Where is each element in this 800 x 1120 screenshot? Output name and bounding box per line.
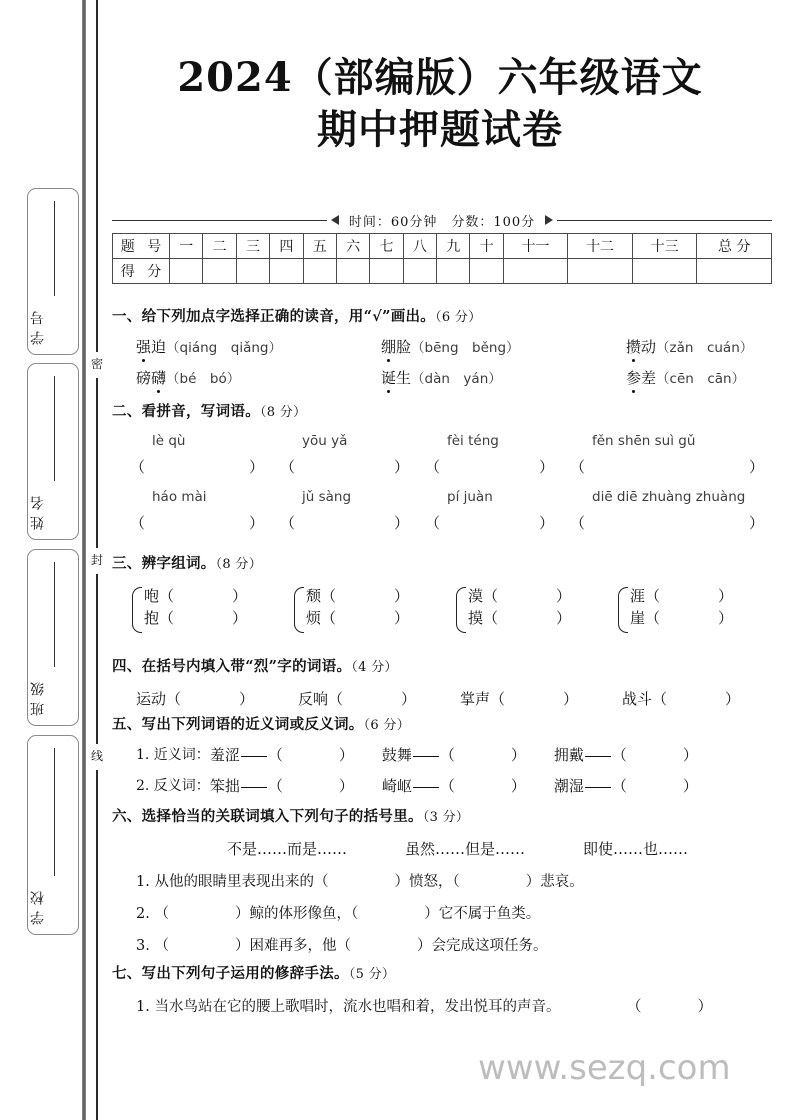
- section-rhetoric-title: 七、写出下列句子运用的修辞手法。（5 分）: [112, 965, 396, 982]
- pinyin-choice-item[interactable]: [136, 367, 381, 388]
- score-table-col-header: 三: [236, 234, 269, 259]
- pinyin-choice-item[interactable]: [136, 336, 381, 357]
- section-char-pairs: [112, 552, 784, 629]
- dash-connector: [585, 787, 611, 788]
- triangle-right-icon: [545, 215, 553, 225]
- answer-blank[interactable]: （ ）: [425, 514, 555, 532]
- section-lie-words-points: （4 分）: [351, 660, 398, 675]
- seal-char-xian: 线: [88, 747, 106, 765]
- pinyin-choice-row: [112, 367, 784, 388]
- info-box-school-label: 学校: [30, 885, 46, 925]
- score-table-score-cell[interactable]: [697, 259, 772, 284]
- answer-blank[interactable]: （ ）: [267, 746, 354, 764]
- conjunction-sentence: [112, 870, 784, 891]
- section-write-words: [112, 400, 784, 533]
- answer-blank[interactable]: （ ）: [490, 690, 579, 708]
- score-table-col-header: 十: [470, 234, 503, 259]
- info-box-student-id[interactable]: [27, 188, 79, 355]
- page-title-line1: 2024（部编版）六年级语文: [177, 54, 703, 101]
- write-words-answer-cell[interactable]: [425, 512, 570, 533]
- info-box-class[interactable]: [27, 549, 79, 726]
- info-box-student-id-label: 学号: [30, 305, 46, 345]
- char-pair-item[interactable]: 崖（ ）: [630, 609, 734, 627]
- section-write-words-title: 二、看拼音，写词语。（8 分）: [112, 403, 307, 420]
- synonym-antonym-item[interactable]: 鼓舞 （ ）: [381, 746, 526, 764]
- triangle-left-icon: [331, 215, 339, 225]
- conjunction-sentence: [112, 902, 784, 923]
- score-table: [112, 233, 772, 284]
- write-words-answer-cell[interactable]: [130, 512, 280, 533]
- section-rhetoric: [112, 962, 784, 1016]
- answer-blank[interactable]: （ ）: [652, 690, 741, 708]
- seal-char-feng: 封: [88, 551, 106, 569]
- answer-blank[interactable]: （ ）: [626, 997, 713, 1015]
- synonym-antonym-label: 2. 反义词：: [136, 778, 210, 794]
- score-table-col-header: 五: [303, 234, 336, 259]
- lie-word-item[interactable]: 掌声（ ）: [460, 690, 579, 708]
- write-words-answer-cell[interactable]: [425, 456, 570, 477]
- char-pairs-row: [112, 585, 784, 629]
- pinyin-choice-row: [112, 336, 784, 357]
- answer-blank[interactable]: （ ）: [159, 609, 248, 627]
- curly-brace-icon: [294, 587, 304, 633]
- conjunction-choice[interactable]: 虽然……但是……: [405, 840, 526, 858]
- score-table-col-header: 十一: [503, 234, 568, 259]
- answer-blank[interactable]: （ ）: [611, 746, 698, 764]
- write-words-pinyin-row: [112, 433, 784, 452]
- answer-blank[interactable]: （ ）: [439, 746, 526, 764]
- exam-meta: [112, 210, 772, 230]
- score-table-col-header: 六: [336, 234, 369, 259]
- score-table-score-cell[interactable]: [403, 259, 436, 284]
- pinyin-choice-word: 诞生: [381, 369, 412, 387]
- pinyin-choice-options[interactable]: （bēng běng）: [411, 340, 520, 356]
- rhetoric-sentence-text: 当水鸟站在它的腰上歌唱时，流水也唱和着，发出悦耳的声音。: [154, 999, 561, 1015]
- score-table-score-cell[interactable]: [170, 259, 203, 284]
- write-words-answer-cell[interactable]: [570, 512, 780, 533]
- dash-connector: [585, 756, 611, 757]
- score-table-col-header: 十三: [632, 234, 697, 259]
- score-table-col-header: 七: [370, 234, 403, 259]
- seal-line-thick: [82, 0, 86, 1120]
- write-words-answer-cell[interactable]: [130, 456, 280, 477]
- synonym-antonym-row: [112, 744, 784, 765]
- pinyin-choice-item[interactable]: [626, 336, 800, 357]
- synonym-antonym-label: 1. 近义词：: [136, 747, 210, 763]
- score-table-col-header: 总 分: [697, 234, 772, 259]
- answer-blank[interactable]: （ ）: [130, 458, 265, 476]
- sentence-part-c: ）它不属于鱼类。: [424, 906, 541, 922]
- char-pair-item[interactable]: 漠（ ）: [468, 587, 572, 605]
- sentence-part-a: 从他的眼睛里表现出来的（: [154, 874, 329, 890]
- pinyin-choice-item[interactable]: [381, 367, 626, 388]
- char-pair-group: [456, 585, 618, 629]
- score-table-score-cell[interactable]: [203, 259, 236, 284]
- meta-rule-right: [557, 220, 772, 221]
- sentence-part-a: （: [154, 938, 169, 954]
- answer-blank[interactable]: （ ）: [321, 609, 410, 627]
- section-synonym-antonym-points: （6 分）: [363, 718, 411, 733]
- sentence-part-b: ）鲸的体形像鱼，（: [234, 906, 359, 922]
- char-pair-item[interactable]: 摸（ ）: [468, 609, 572, 627]
- synonym-antonym-item[interactable]: 笨拙 （ ）: [209, 777, 354, 795]
- info-box-school[interactable]: [27, 735, 79, 935]
- write-words-pinyin: háo mài: [152, 489, 207, 505]
- score-table-row: [113, 234, 772, 259]
- synonym-antonym-item[interactable]: 羞涩 （ ）: [209, 746, 354, 764]
- answer-blank[interactable]: （ ）: [425, 458, 555, 476]
- char-pair-group: [294, 585, 456, 629]
- score-table-score-cell[interactable]: [370, 259, 403, 284]
- pinyin-choice-options[interactable]: （cēn cān）: [656, 371, 746, 387]
- page-title-line2: 期中押题试卷: [317, 106, 563, 153]
- section-conjunctions-points: （3 分）: [422, 810, 470, 825]
- answer-blank[interactable]: （ ）: [321, 587, 410, 605]
- section-conjunctions: [112, 805, 784, 955]
- answer-blank[interactable]: （ ）: [280, 458, 410, 476]
- answer-blank[interactable]: （ ）: [570, 458, 765, 476]
- section-pinyin-choice-points: （6 分）: [435, 310, 482, 325]
- info-box-name[interactable]: [27, 363, 79, 540]
- write-words-pinyin-row: [112, 489, 784, 508]
- score-table-row: [113, 259, 772, 284]
- pinyin-choice-item[interactable]: [626, 367, 800, 388]
- write-words-pinyin: fèi téng: [447, 433, 499, 449]
- dash-connector: [241, 756, 267, 757]
- answer-blank[interactable]: （ ）: [570, 514, 765, 532]
- score-table-score-cell[interactable]: [236, 259, 269, 284]
- lie-words-row: [112, 688, 784, 709]
- conjunction-choices: [112, 838, 784, 859]
- sentence-number: 1.: [136, 999, 155, 1015]
- pinyin-choice-word: 磅礴: [136, 369, 167, 387]
- score-table-score-cell[interactable]: [470, 259, 503, 284]
- char-pair-group: [132, 585, 294, 629]
- char-pair-item[interactable]: 烦（ ）: [306, 609, 410, 627]
- lie-word-item[interactable]: 战斗（ ）: [622, 690, 741, 708]
- char-pair-item[interactable]: 颓（ ）: [306, 587, 410, 605]
- pinyin-choice-word: 攒动: [626, 338, 657, 356]
- info-box-class-label: 班级: [30, 676, 46, 716]
- pinyin-choice-word: 参差: [626, 369, 657, 387]
- answer-blank[interactable]: （ ）: [328, 690, 417, 708]
- synonym-antonym-item[interactable]: 崎岖 （ ）: [381, 777, 526, 795]
- section-char-pairs-title: 三、辨字组词。（8 分）: [112, 555, 263, 572]
- score-table-score-cell[interactable]: [336, 259, 369, 284]
- answer-blank[interactable]: （ ）: [166, 690, 255, 708]
- score-table-score-cell[interactable]: [270, 259, 303, 284]
- write-words-pinyin: pí juàn: [447, 489, 493, 505]
- write-words-answer-cell[interactable]: [280, 456, 425, 477]
- score-table-col-header: 二: [203, 234, 236, 259]
- sentence-part-b: ）愤怒，（: [394, 874, 460, 890]
- score-table-score-cell[interactable]: [568, 259, 633, 284]
- write-words-blank-row: [112, 456, 784, 477]
- info-box-name-label: 姓名: [30, 490, 46, 530]
- write-words-pinyin: fěn shēn suì gǔ: [592, 433, 696, 449]
- score-table-row-header: 得 分: [113, 259, 170, 284]
- answer-blank[interactable]: （ ）: [159, 587, 248, 605]
- score-table-col-header: 四: [270, 234, 303, 259]
- score-table-col-header: 八: [403, 234, 436, 259]
- score-table-row-header: 题 号: [113, 234, 170, 259]
- answer-blank[interactable]: （ ）: [645, 587, 734, 605]
- conjunction-choice[interactable]: 即使……也……: [583, 840, 689, 858]
- section-conjunctions-title: 六、选择恰当的关联词填入下列句子的括号里。（3 分）: [112, 808, 470, 825]
- curly-brace-icon: [618, 587, 628, 633]
- dash-connector: [241, 787, 267, 788]
- char-pair-item[interactable]: 抱（ ）: [144, 609, 248, 627]
- conjunction-choice[interactable]: 不是……而是……: [227, 840, 348, 858]
- pinyin-choice-word: 强迫: [136, 338, 167, 356]
- synonym-antonym-item[interactable]: 拥戴 （ ）: [553, 746, 698, 764]
- pinyin-choice-options[interactable]: （qiáng qiǎng）: [166, 340, 282, 356]
- rhetoric-sentence: [112, 995, 784, 1016]
- write-words-pinyin: lè qù: [152, 433, 186, 449]
- sentence-part-c: ）悲哀。: [525, 874, 584, 890]
- write-words-blank-row: [112, 512, 784, 533]
- conjunction-sentence: [112, 934, 784, 955]
- write-words-answer-cell[interactable]: [280, 512, 425, 533]
- section-synonym-antonym: [112, 713, 784, 796]
- answer-blank[interactable]: （ ）: [267, 777, 354, 795]
- score-table-score-cell[interactable]: [632, 259, 697, 284]
- meta-rule-left: [112, 220, 327, 221]
- write-words-pinyin: yōu yǎ: [302, 433, 348, 449]
- answer-blank[interactable]: （ ）: [645, 609, 734, 627]
- score-table-score-cell[interactable]: [437, 259, 470, 284]
- section-rhetoric-points: （5 分）: [348, 967, 396, 982]
- answer-blank[interactable]: （ ）: [280, 514, 410, 532]
- section-synonym-antonym-title: 五、写出下列词语的近义词或反义词。（6 分）: [112, 716, 411, 733]
- lie-word-item[interactable]: 反响（ ）: [298, 690, 417, 708]
- section-lie-words-title: 四、在括号内填入带“烈”字的词语。（4 分）: [112, 658, 398, 675]
- pinyin-choice-word: 绷脸: [381, 338, 412, 356]
- char-pair-group: [618, 585, 780, 629]
- site-watermark: www.sezq.com: [478, 1048, 731, 1088]
- answer-blank[interactable]: （ ）: [439, 777, 526, 795]
- sentence-number: 1.: [136, 874, 155, 890]
- page-title: [110, 52, 770, 156]
- section-lie-words: [112, 655, 784, 709]
- sentence-number: 2.: [136, 906, 155, 922]
- sentence-part-b: ）困难再多，他（: [234, 938, 351, 954]
- lie-word-item[interactable]: 运动（ ）: [136, 690, 255, 708]
- score-table-score-cell[interactable]: [503, 259, 568, 284]
- section-write-words-points: （8 分）: [260, 405, 307, 420]
- sentence-part-a: （: [154, 906, 169, 922]
- section-pinyin-choice-title: 一、给下列加点字选择正确的读音，用“√”画出。（6 分）: [112, 308, 482, 325]
- curly-brace-icon: [132, 587, 142, 633]
- answer-blank[interactable]: （ ）: [483, 609, 572, 627]
- pinyin-choice-options[interactable]: （zǎn cuán）: [656, 340, 754, 356]
- answer-blank[interactable]: （ ）: [483, 587, 572, 605]
- dash-connector: [413, 756, 439, 757]
- write-words-pinyin: diē diē zhuàng zhuàng: [592, 489, 746, 505]
- pinyin-choice-options[interactable]: （bé bó）: [166, 371, 241, 387]
- synonym-antonym-item[interactable]: 潮湿 （ ）: [553, 777, 698, 795]
- answer-blank[interactable]: （ ）: [611, 777, 698, 795]
- exam-meta-text: 时间：60分钟 分数：100分: [348, 214, 536, 230]
- char-pair-item[interactable]: 涯（ ）: [630, 587, 734, 605]
- dash-connector: [413, 787, 439, 788]
- write-words-answer-cell[interactable]: [570, 456, 780, 477]
- curly-brace-icon: [456, 587, 466, 633]
- pinyin-choice-options[interactable]: （dàn yán）: [411, 371, 502, 387]
- score-table-score-cell[interactable]: [303, 259, 336, 284]
- write-words-pinyin: jǔ sàng: [302, 489, 352, 505]
- score-table-col-header: 九: [437, 234, 470, 259]
- score-table-col-header: 一: [170, 234, 203, 259]
- pinyin-choice-item[interactable]: [381, 336, 626, 357]
- char-pair-item[interactable]: 咆（ ）: [144, 587, 248, 605]
- score-table-col-header: 十二: [568, 234, 633, 259]
- answer-blank[interactable]: （ ）: [130, 514, 265, 532]
- sentence-part-c: ）会完成这项任务。: [416, 938, 548, 954]
- sentence-number: 3.: [136, 938, 155, 954]
- section-char-pairs-points: （8 分）: [215, 557, 263, 572]
- seal-char-mi: 密: [88, 355, 106, 373]
- section-pinyin-choice: [112, 305, 784, 388]
- synonym-antonym-row: [112, 775, 784, 796]
